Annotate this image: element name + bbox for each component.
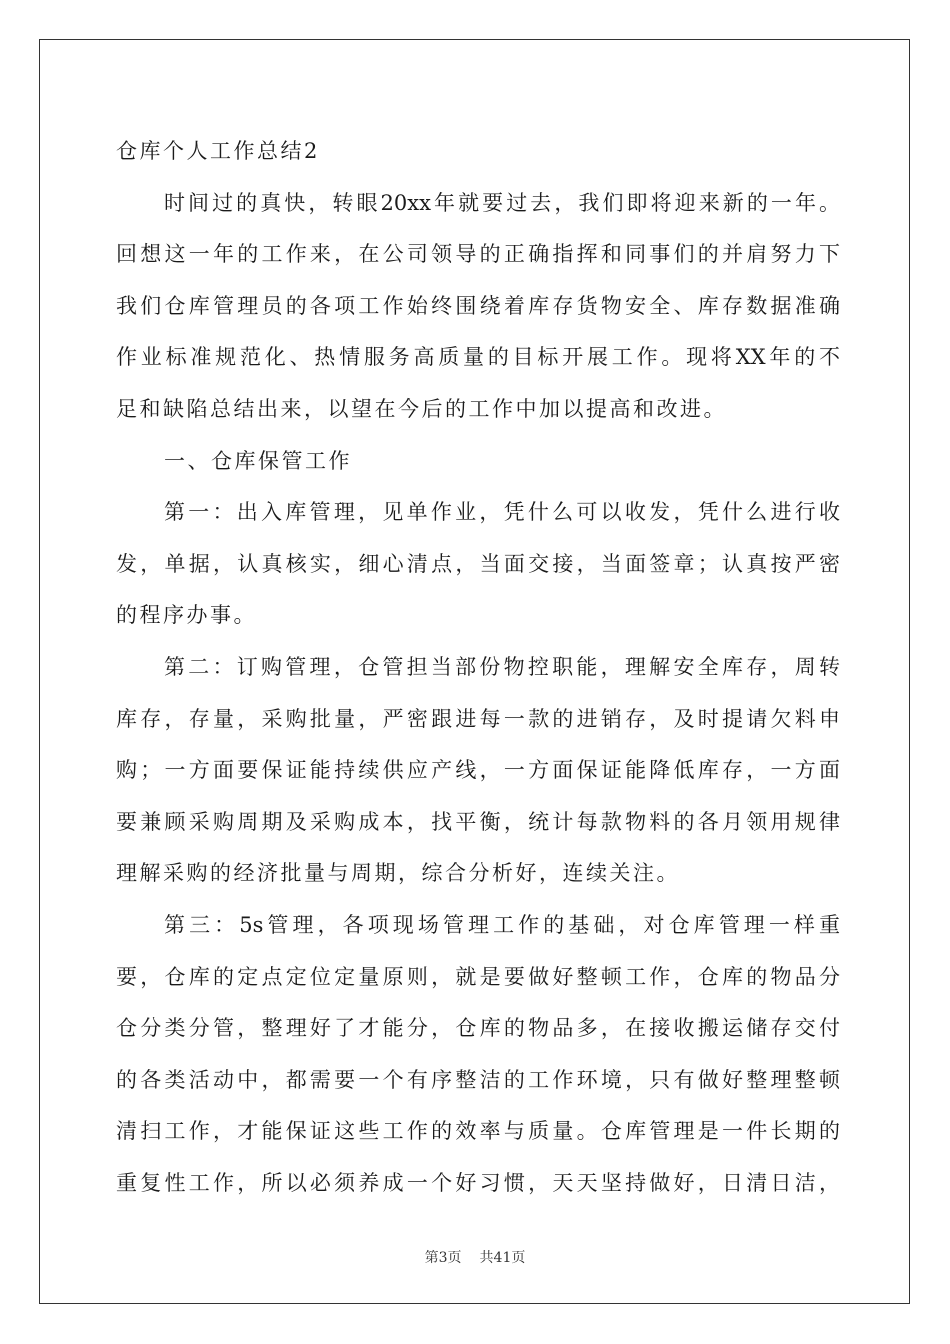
text-line: 要兼顾采购周期及采购成本，找平衡，统计每款物料的各月领用规律	[116, 809, 840, 834]
text-line: 回想这一年的工作来，在公司领导的正确指挥和同事们的并肩努力下	[116, 242, 840, 267]
text-line: 清扫工作，才能保证这些工作的效率与质量。仓库管理是一件长期的	[116, 1119, 840, 1144]
text-line: 库存，存量，采购批量，严密跟进每一款的进销存，及时提请欠料申	[116, 706, 840, 731]
page-total: 共41页	[479, 1250, 526, 1266]
document-body	[116, 126, 840, 1209]
page-number: 第3页	[424, 1250, 462, 1266]
text-line: 的程序办事。	[116, 603, 257, 628]
text-line: 第三：5s管理，各项现场管理工作的基础，对仓库管理一样重	[164, 912, 840, 937]
text-line: 要，仓库的定点定位定量原则，就是要做好整顿工作，仓库的物品分	[116, 964, 840, 989]
text-line: 第一：出入库管理，见单作业，凭什么可以收发，凭什么进行收	[164, 500, 840, 525]
text-line: 时间过的真快，转眼20xx年就要过去，我们即将迎来新的一年。	[164, 190, 840, 215]
text-line: 发，单据，认真核实，细心清点，当面交接，当面签章；认真按严密	[116, 551, 840, 576]
paragraph-lines	[116, 178, 840, 1210]
text-line: 足和缺陷总结出来，以望在今后的工作中加以提高和改进。	[116, 396, 727, 421]
text-line: 购；一方面要保证能持续供应产线，一方面保证能降低库存，一方面	[116, 758, 840, 783]
text-line: 我们仓库管理员的各项工作始终围绕着库存货物安全、库存数据准确	[116, 293, 840, 318]
text-line: 重复性工作，所以必须养成一个好习惯，天天坚持做好，日清日洁，	[116, 1170, 840, 1195]
document-title: 仓库个人工作总结2	[116, 139, 320, 163]
text-line: 的各类活动中，都需要一个有序整洁的工作环境，只有做好整理整顿	[116, 1067, 840, 1092]
page-footer	[0, 1247, 950, 1267]
text-line: 仓分类分管，整理好了才能分，仓库的物品多，在接收搬运储存交付	[116, 1016, 840, 1041]
text-line: 第二：订购管理，仓管担当部份物控职能，理解安全库存，周转	[164, 654, 840, 679]
text-line: 一、仓库保管工作	[164, 448, 352, 473]
text-line: 理解采购的经济批量与周期，综合分析好，连续关注。	[116, 861, 680, 886]
text-line: 作业标准规范化、热情服务高质量的目标开展工作。现将XX年的不	[116, 345, 840, 370]
